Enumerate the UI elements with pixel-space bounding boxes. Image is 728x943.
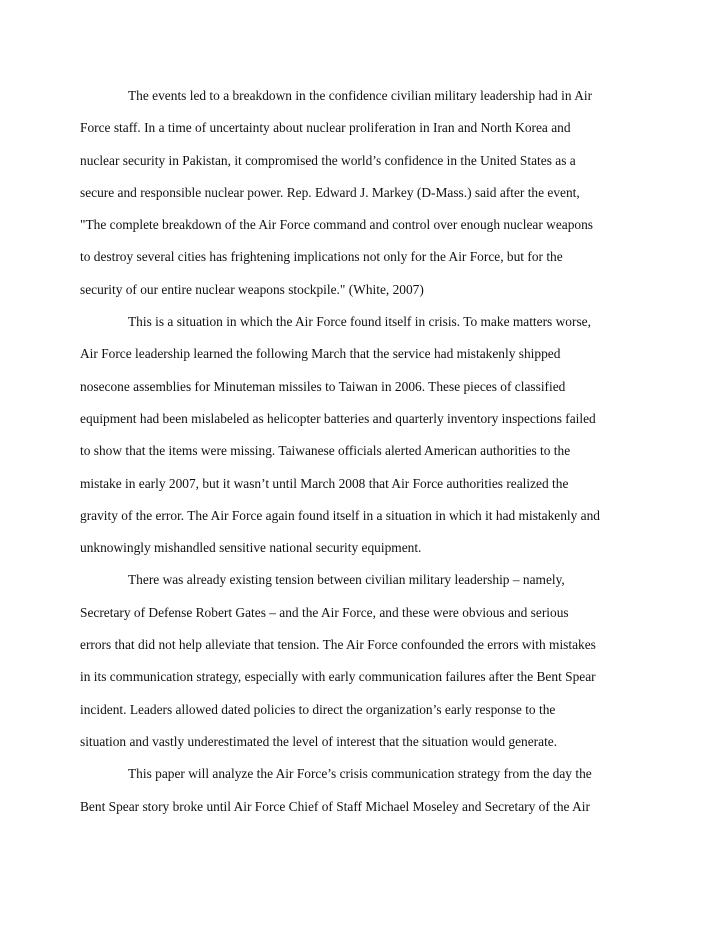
text-line: gravity of the error. The Air Force again found itself in a situation in which it had mistakenly and — [80, 507, 601, 523]
text-line: incident. Leaders allowed dated policies to direct the organization’s early response to the — [80, 701, 556, 717]
text-line: secure and responsible nuclear power. Rep. Edward J. Markey (D-Mass.) said after the event, — [80, 184, 580, 200]
text-line: to destroy several cities has frightening implications not only for the Air Force, but for the — [80, 249, 563, 265]
text-line: equipment had been mislabeled as helicopter batteries and quarterly inventory inspections failed — [80, 410, 596, 426]
body-text — [80, 86, 660, 829]
text-line: nuclear security in Pakistan, it compromised the world’s confidence in the United States as a — [80, 152, 576, 168]
text-line: unknowingly mishandled sensitive national security equipment. — [80, 540, 422, 556]
text-line: Bent Spear story broke until Air Force Chief of Staff Michael Moseley and Secretary of the Air — [80, 798, 590, 814]
text-line: to show that the items were missing. Taiwanese officials alerted American authorities to the — [80, 443, 571, 459]
text-line: situation and vastly underestimated the level of interest that the situation would generate. — [80, 733, 558, 749]
text-line: The events led to a breakdown in the confidence civilian military leadership had in Air — [128, 88, 593, 103]
text-line: errors that did not help alleviate that tension. The Air Force confounded the errors with mistakes — [80, 637, 596, 653]
text-line: This is a situation in which the Air Force found itself in crisis. To make matters worse, — [128, 314, 591, 330]
text-line: There was already existing tension between civilian military leadership – namely, — [128, 572, 565, 588]
text-line: security of our entire nuclear weapons stockpile." (White, 2007) — [80, 281, 424, 297]
text-line: Air Force leadership learned the following March that the service had mistakenly shipped — [80, 346, 561, 362]
text-line: in its communication strategy, especially with early communication failures after the Bent Spear — [80, 669, 596, 685]
text-line: mistake in early 2007, but it wasn’t until March 2008 that Air Force authorities realized the — [80, 475, 569, 491]
text-line: This paper will analyze the Air Force’s crisis communication strategy from the day the — [128, 766, 592, 782]
text-line: nosecone assemblies for Minuteman missiles to Taiwan in 2006. These pieces of classified — [80, 378, 566, 394]
text-line: Secretary of Defense Robert Gates – and the Air Force, and these were obvious and serious — [80, 604, 569, 620]
text-line: "The complete breakdown of the Air Force command and control over enough nuclear weapons — [80, 217, 594, 233]
text-line: Force staff. In a time of uncertainty about nuclear proliferation in Iran and North Korea and — [80, 120, 571, 136]
